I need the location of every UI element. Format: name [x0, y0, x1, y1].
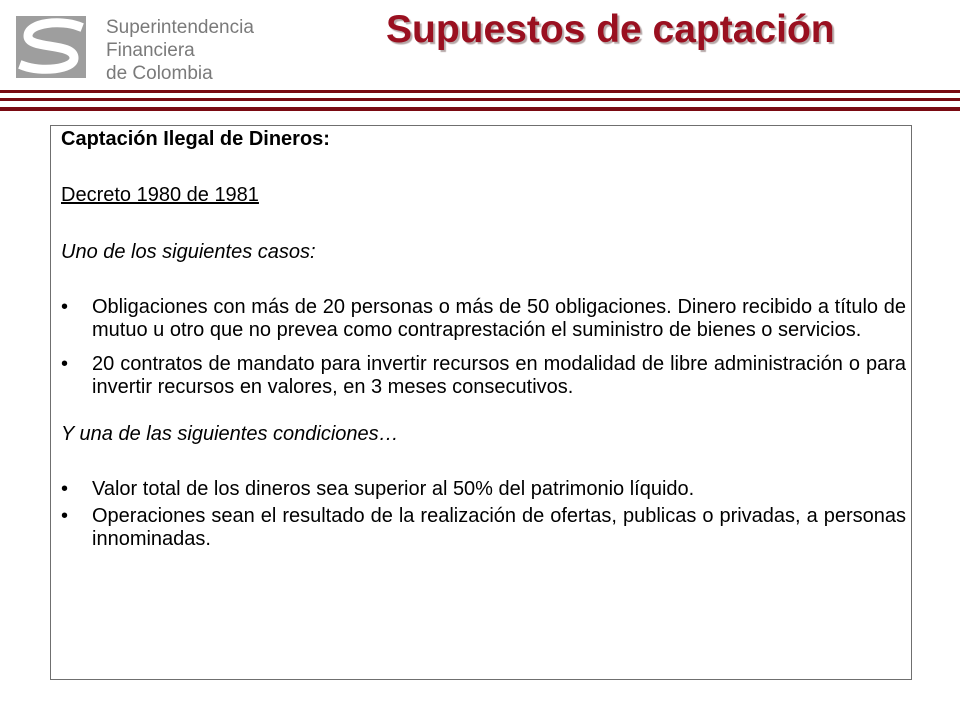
bullet-icon: •: [61, 505, 69, 527]
page-title: Supuestos de captación: [386, 8, 835, 51]
logo-line-3: de Colombia: [106, 63, 213, 84]
header-rule-bottom: [0, 107, 960, 111]
list-item: [61, 478, 906, 501]
conditions-list: [61, 478, 906, 551]
bullet-icon: •: [61, 296, 69, 318]
bullet-icon: •: [61, 353, 69, 375]
condition-text: Operaciones sean el resultado de la realización de ofertas, publicas o privadas, a personas innominadas.: [92, 505, 906, 550]
header-rule-middle: [0, 98, 960, 101]
case-text: Obligaciones con más de 20 personas o más de 50 obligaciones. Dinero recibido a título de mutuo u otro que no prevea como contraprestación el suministro de bienes o servicios.: [92, 296, 906, 341]
superintendencia-s-logo-icon: [14, 12, 90, 82]
decree-reference: Decreto 1980 de 1981: [61, 184, 259, 206]
case-text: 20 contratos de mandato para invertir recursos en modalidad de libre administración o para invertir recursos en valores, en 3 meses consecutivos.: [92, 353, 906, 398]
conditions-intro: Y una de las siguientes condiciones…: [61, 423, 399, 445]
header-rule-top: [0, 90, 960, 93]
superintendencia-logo: [14, 10, 274, 86]
list-item: [61, 353, 906, 399]
condition-text: Valor total de los dineros sea superior al 50% del patrimonio líquido.: [92, 478, 695, 500]
list-item: [61, 505, 906, 551]
section-heading: Captación Ilegal de Dineros:: [61, 128, 330, 150]
logo-text: [106, 16, 254, 85]
list-item: [61, 296, 906, 342]
content-body: [61, 128, 906, 551]
logo-line-1: Superintendencia: [106, 17, 254, 38]
cases-intro: Uno de los siguientes casos:: [61, 241, 316, 263]
cases-list: [61, 296, 906, 399]
bullet-icon: •: [61, 478, 69, 500]
logo-line-2: Financiera: [106, 40, 195, 61]
